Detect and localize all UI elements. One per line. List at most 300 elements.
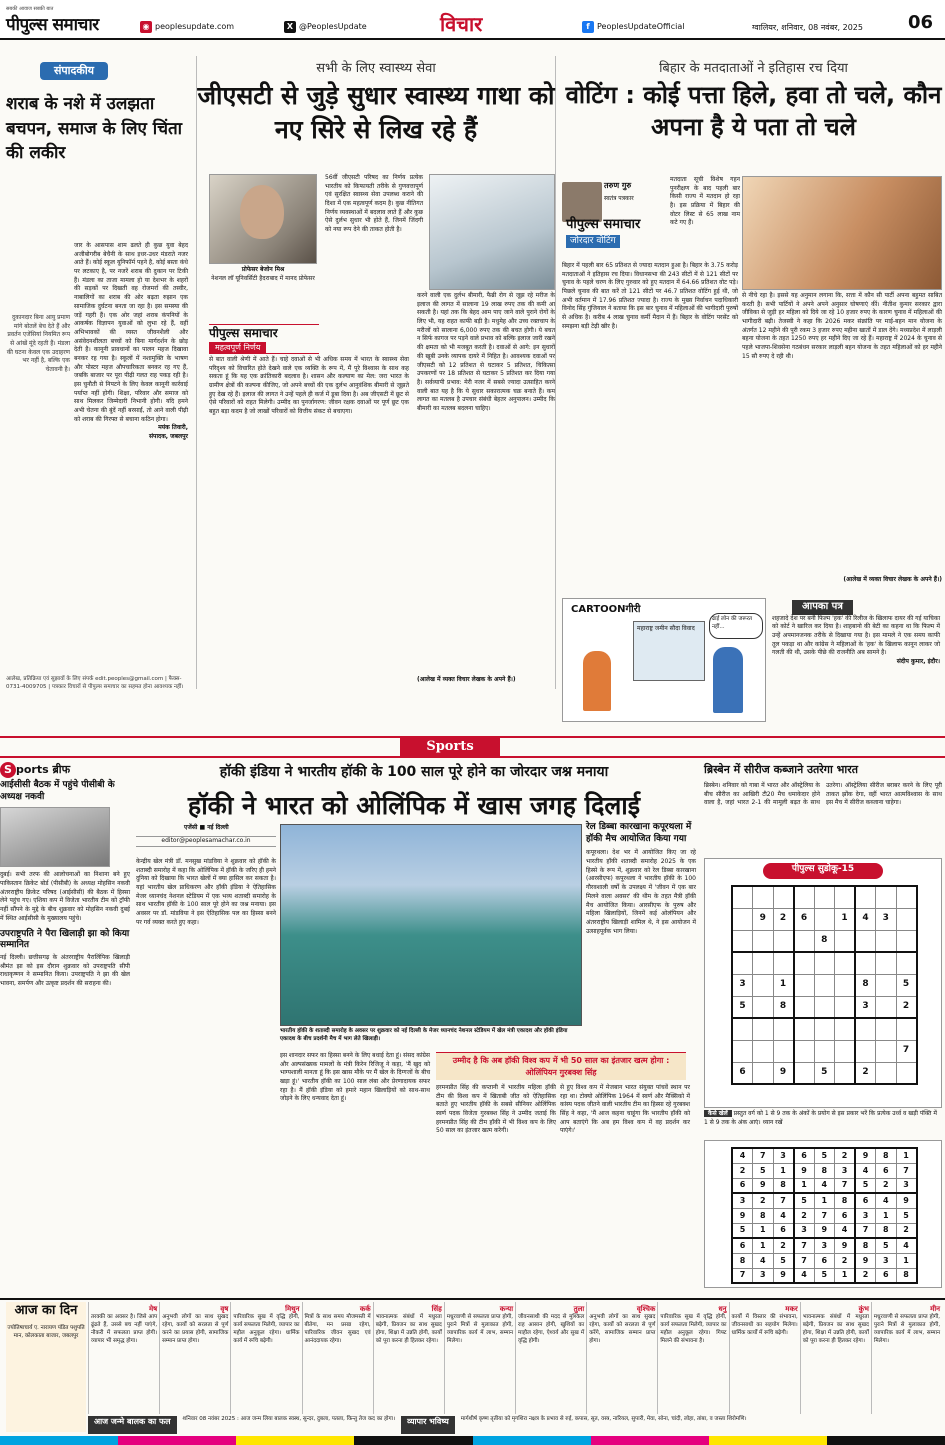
answer-cell: 9: [896, 1193, 917, 1208]
sudoku-cell[interactable]: [835, 974, 856, 996]
sudoku-puzzle: [704, 858, 942, 1108]
hockey-kicker: हॉकी इंडिया ने भारतीय हॉकी के 100 साल पूरे होने का जोरदार जश्न मनाया: [219, 764, 609, 780]
sudoku-cell[interactable]: [794, 886, 815, 908]
bihar-author: तरुण गुरु: [604, 181, 632, 190]
answer-cell: 5: [814, 1268, 835, 1283]
answer-cell: 8: [732, 1253, 753, 1268]
brief-headline-2[interactable]: उपराष्ट्रपति ने पैरा खिलाड़ी झा को किया सम्मानित: [0, 928, 130, 951]
health-column-2: से बात वाली श्रेणी में आते हैं। चाहे दवाओं से भी अधिक समय में भारत के स्वास्थ्य सेवा परिदृश्य को विचारित होते देखने वाले एक व्यक्ति के रूप में, मैं पूरे विश्वास के साथ कह सकता हूं कि यह एक क्रांतिकारी बदलाव है। शासन और कल्याण का मेल: जरा भारत के ग्रामीण क्षेत्रों की कल्पना कीजिए, जो अपने बच्चों की एक दुर्लभ आनुवंशिक बीमारी से जूझते हुए देख रहे हैं। इलाज की लागत ने उन्हें पहले ही कर्ज में डूबा दिया है। अब जीएसटी में छूट से ऐसे परिवारों को राहत मिलेगी। उम्मीद का पुनर्जागरण: जीवन रक्षक दवाओं पर पूर्ण छूट एक बहुत बड़ा कदम है जो लाखों परिवारों को वित्तीय संकट से बचाएगा।: [209, 356, 409, 416]
answer-cell: 6: [876, 1268, 897, 1283]
editorial-author: मयंक तिवारी,: [158, 424, 188, 432]
hockey-email[interactable]: editor@peoplesamachar.co.in: [136, 836, 276, 847]
sudoku-cell[interactable]: 1: [835, 908, 856, 930]
zodiac-sign: [159, 1302, 230, 1414]
bihar-intro: मतदाता सूची विशेष गहन पुनरीक्षण के बाद पहली बार किसी राज्य में मतदान हो रहा है। इस प्रक्रिया में बिहार की वोटर लिस्ट से 65 लाख नाम कटे गए हैं।: [670, 176, 740, 227]
sudoku-cell[interactable]: [753, 930, 774, 952]
sudoku-answer-grid: [731, 1147, 918, 1284]
sudoku-cell[interactable]: [753, 886, 774, 908]
answer-cell: 4: [732, 1148, 753, 1163]
answer-cell: 5: [794, 1193, 815, 1208]
zodiac-sign-text: मित्रों के साथ समय मौजमस्ती में बीतेगा, मन प्रसन्न रहेगा, पारिवारिक जीवन सुखद एवं आनंददायक रहेगा।: [304, 1314, 371, 1345]
brisbane-headline[interactable]: ब्रिस्बेन में सीरीज कब्जाने उतरेगा भारत: [704, 763, 859, 776]
brief-text-1: दुबई। सभी तरफ की आलोचनाओं का निशाना बने हुए पाकिस्तान क्रिकेट बोर्ड (पीसीबी) के अध्यक्ष मोहसिन नकवी अंतरराष्ट्रीय क्रिकेट परिषद (आईसीसी) की बैठक में हिस्सा लेने पहुंच गए। एशिया कप में विजेता भारतीय टीम को ट्रॉफी नहीं सौंपने के मुद्दे के बीच शुक्रवार को मोहसिन नकवी दुबई में स्थित आईसीसी के मुख्यालय पहुंचे।: [0, 871, 130, 922]
answer-cell: 6: [876, 1163, 897, 1178]
sudoku-cell[interactable]: [732, 886, 753, 908]
page-number: 06: [907, 12, 933, 33]
sudoku-cell[interactable]: [732, 908, 753, 930]
birth-forecast-text: शनिवार 08 नवंबर 2025 : आज जन्म लिया बालक स्वस्थ, सुन्दर, दुबला, पतला, किन्तु तेज कद का होगा।: [182, 1416, 396, 1422]
sudoku-cell[interactable]: 8: [773, 996, 794, 1018]
zodiac-sign: [515, 1302, 586, 1414]
sudoku-cell[interactable]: 1: [773, 974, 794, 996]
answer-cell: 7: [794, 1238, 815, 1253]
zodiac-sign-name: वृष: [220, 1305, 229, 1313]
sudoku-cell[interactable]: [732, 1040, 753, 1062]
cartoon-title: CARTOONगीरी: [571, 604, 641, 615]
sudoku-cell[interactable]: [814, 1040, 835, 1062]
zodiac-sign: [586, 1302, 657, 1414]
brisbane-story: [704, 762, 942, 854]
birth-forecast-label: आज जन्मे बालक का फल: [88, 1416, 177, 1434]
sudoku-cell[interactable]: 2: [855, 1062, 876, 1084]
answer-cell: 2: [753, 1193, 774, 1208]
twitter-text: @PeoplesUpdate: [299, 22, 367, 32]
facebook-icon: f: [582, 21, 594, 33]
answer-cell: 6: [814, 1253, 835, 1268]
sudoku-cell[interactable]: [814, 974, 835, 996]
zodiac-sign-text: अनुभवी लोगों का साथ सुखद रहेगा, कार्यों को सरलता से पूर्ण करेंगे, सामाजिक सम्मान प्राप्त होगा।: [589, 1314, 656, 1345]
sudoku-cell[interactable]: [835, 952, 856, 974]
sudoku-cell[interactable]: 5: [896, 974, 917, 996]
sudoku-cell[interactable]: [753, 952, 774, 974]
zodiac-sign-text: भावनात्मक संबंधों में मधुरता बढ़ेगी, प्रियजन का साथ सुखद होगा, शिक्षा में उन्नति होगी, कार्यों को पूरा करना ही हितकर रहेगा।: [802, 1314, 869, 1345]
sudoku-cell[interactable]: [896, 952, 917, 974]
answer-cell: 1: [896, 1253, 917, 1268]
sudoku-cell[interactable]: [794, 1040, 815, 1062]
answer-cell: 8: [896, 1268, 917, 1283]
answer-cell: 4: [896, 1238, 917, 1253]
answer-cell: 5: [896, 1208, 917, 1223]
sudoku-cell[interactable]: 7: [896, 1040, 917, 1062]
sudoku-cell[interactable]: 9: [753, 908, 774, 930]
answer-cell: 9: [855, 1148, 876, 1163]
brief-text-2: नई दिल्ली। छत्तीसगढ़ के अंतरराष्ट्रीय पैरालिंपिक खिलाड़ी श्रीमंत झा को इस दौरान शुक्रवार को उपराष्ट्रपति सीपी राधाकृष्णन ने सम्मानित किया। उपराष्ट्रपति ने झा की खेल भावना, समर्पण और उत्कृष्ट प्रदर्शन की सराहना की।: [0, 953, 130, 987]
hockey-column-1: केन्द्रीय खेल मंत्री डॉ. मनसुख मांडविया ने शुक्रवार को हॉकी के शताब्दी समारोह में कहा कि ओलिंपिक में हॉकी के जरिए ही हमने दुनिया को दिखाया कि भारत खेलों में क्या हासिल कर सकता है। यहां भारतीय खेल प्राधिकरण और हॉकी इंडिया ने ऐतिहासिक मेजर ध्यानचंद नेशनल स्टेडियम में एक भव्य शताब्दी समारोह के साथ भारतीय हॉकी के 100 साल पूरे होने का जश्न मनाया। इस अवसर पर डॉ. मांडविया ने इस ऐतिहासिक पल का हिस्सा बनने पर गर्व व्यक्त करते हुए कहा।: [136, 858, 276, 926]
letters-author: संदीप कुमार, इंदौर।: [896, 657, 940, 665]
sudoku-cell[interactable]: [896, 930, 917, 952]
zodiac-sign-text: पारिवारिक सुख में वृद्धि होगी, कार्य सफलता मिलेगी, व्यापार का महौल अनुकूल रहेगा। गिफ्ट मिलने की संभावना है।: [660, 1314, 727, 1345]
zodiac-sign-name: धनु: [718, 1305, 727, 1313]
editorial-column: [0, 56, 190, 689]
answer-cell: 3: [732, 1193, 753, 1208]
sudoku-cell[interactable]: [773, 1040, 794, 1062]
answer-cell: 7: [835, 1178, 856, 1193]
sports-brief: [0, 762, 130, 1292]
answer-cell: 5: [855, 1178, 876, 1193]
answer-cell: 9: [814, 1223, 835, 1238]
answer-cell: 6: [855, 1193, 876, 1208]
answer-cell: 9: [855, 1253, 876, 1268]
zodiac-sign-name: कुंभ: [858, 1305, 869, 1313]
twitter-link[interactable]: [284, 21, 367, 33]
sudoku-cell[interactable]: [753, 1062, 774, 1084]
health-brand-name: पीपुल्स समाचार: [209, 326, 278, 340]
sudoku-cell[interactable]: 6: [732, 1062, 753, 1084]
sudoku-cell[interactable]: [794, 952, 815, 974]
hockey-byline: एजेंसी ■ नई दिल्ली: [184, 824, 229, 831]
sudoku-cell[interactable]: [876, 1040, 897, 1062]
zodiac-sign: [230, 1302, 301, 1414]
sudoku-cell[interactable]: [896, 1018, 917, 1040]
zodiac-sign-name: तुला: [573, 1305, 585, 1313]
health-author-role: नेशनल लॉ यूनिवर्सिटी हैदराबाद में मानद प्रोफेसर: [211, 274, 315, 282]
zodiac-sign-text: पारिवारिक सुख में वृद्धि होगी, कार्य सफलता मिलेगी, व्यापार का महौल अनुकूल रहेगा। धार्मिक कार्य में रूचि बढ़ेगी।: [233, 1314, 300, 1345]
bihar-kicker: बिहार के मतदाताओं ने इतिहास रच दिया: [659, 61, 848, 76]
answer-cell: 4: [876, 1193, 897, 1208]
answer-cell: 8: [773, 1178, 794, 1193]
answer-cell: 3: [753, 1268, 774, 1283]
sudoku-instructions-label: कैसे खेलें: [704, 1110, 732, 1117]
sudoku-cell[interactable]: [835, 930, 856, 952]
doctor-patient-photo: [429, 174, 555, 290]
letters-title: आपका पत्र: [792, 600, 853, 615]
sudoku-cell[interactable]: [753, 1018, 774, 1040]
sudoku-cell[interactable]: [794, 974, 815, 996]
brief-s-badge: S: [0, 762, 16, 778]
answer-cell: 3: [876, 1253, 897, 1268]
brisbane-text: ब्रिस्बेन। शनिवार को गाबा में भारत और ऑस्ट्रेलिया के बीच सीरीज का आखिरी टी20 मैच धमाकेदार होने वाला है, जहां भारत 2-1 की मामूली बढ़त के साथ उतरेगा। ऑस्ट्रेलिया सीरीज बराबर करने के लिए पूरी ताकत झोंक देगा, वहीं भारत आत्मविश्वास के साथ इस मैच में सीरीज कब्जाना चाहेगा।: [704, 781, 942, 807]
answer-cell: 5: [732, 1223, 753, 1238]
answer-cell: 2: [794, 1208, 815, 1223]
zodiac-sign-name: सिंह: [431, 1305, 442, 1313]
answer-cell: 8: [835, 1193, 856, 1208]
sudoku-cell[interactable]: [896, 886, 917, 908]
zodiac-sign: [373, 1302, 444, 1414]
rail-text: कपूरथला। देश भर में आयोजित किए जा रहे भारतीय हॉकी शताब्दी समारोह 2025 के एक हिस्से के रूप में, शुक्रवार को रेल डिब्बा कारखाना (आरसीएफ) कपूरथला ने भारतीय हॉकी के 100 गौरवशाली वर्षों के उपलक्ष्य में 'जीवन में एक बार मिलने वाला अवसर' की थीम के तहत मैत्री हॉकी मैच आयोजित किया। आरसीएफ के पुरुष और महिला खिलाड़ियों, जिनमें कई ओलंपियन और अंतरराष्ट्रीय खिलाड़ी शामिल थे, ने इस आयोजन में उत्साहपूर्वक भाग लिया।: [586, 849, 696, 935]
answer-cell: 1: [753, 1238, 774, 1253]
answer-cell: 7: [814, 1208, 835, 1223]
sudoku-cell[interactable]: [835, 1018, 856, 1040]
answer-cell: 2: [732, 1163, 753, 1178]
answer-cell: 7: [773, 1193, 794, 1208]
editorial-author-role: संपादक, जबलपुर: [149, 433, 188, 441]
zodiac-sign-name: कन्या: [499, 1305, 514, 1313]
bihar-disclaimer: (आलेख में व्यक्त विचार लेखक के अपने हैं।): [843, 576, 942, 583]
answer-cell: 4: [855, 1163, 876, 1178]
hockey-column-2: इस शानदार सफर का हिस्सा बनने के लिए बधाई देता हूं। संसद कांग्रेस और अल्पसंख्यक मामलों के मंत्री किरेन रिजिजू ने कहा, 'मैं खुद को भाग्यशाली मानता हूं कि इस खास मौके पर मैं खेल के दिग्गजों के बीच खड़ा हूं।' भारतीय हॉकी का 100 साल लंबा और प्रेरणादायक सफर रहा है। मैं हॉकी इंडिया को हमारे महान खिलाड़ियों को साथ-साथ जोड़ने के लिए धन्यवाद देता हूं।: [280, 1052, 430, 1103]
answer-cell: 9: [794, 1163, 815, 1178]
health-headline[interactable]: जीएसटी से जुड़े सुधार स्वास्थ्य गाथा को नए सिरे से लिख रहे हैं: [197, 80, 555, 144]
horoscope-footer: [88, 1416, 942, 1434]
health-brand-tag: महत्वपूर्ण निर्णय: [209, 342, 266, 354]
sudoku-cell[interactable]: [855, 952, 876, 974]
answer-cell: 8: [855, 1238, 876, 1253]
answer-cell: 4: [773, 1208, 794, 1223]
sudoku-cell[interactable]: [794, 996, 815, 1018]
sudoku-cell[interactable]: [773, 930, 794, 952]
sudoku-cell[interactable]: [876, 1018, 897, 1040]
answer-cell: 1: [896, 1148, 917, 1163]
sudoku-cell[interactable]: [794, 1018, 815, 1040]
answer-cell: 5: [876, 1238, 897, 1253]
answer-cell: 6: [732, 1238, 753, 1253]
bihar-headline[interactable]: वोटिंग : कोई पत्ता हिले, हवा तो चले, कौन अपना है ये पता तो चले: [565, 80, 942, 142]
zodiac-sign: [871, 1302, 942, 1414]
logo-name: पीपुल्स समाचार: [6, 15, 99, 36]
sudoku-cell[interactable]: 8: [855, 974, 876, 996]
business-forecast-label: व्यापार भविष्य: [401, 1416, 455, 1434]
answer-cell: 9: [773, 1268, 794, 1283]
answer-cell: 8: [876, 1148, 897, 1163]
sudoku-cell[interactable]: [896, 908, 917, 930]
health-column-3: करने वाली एक दुर्लभ बीमारी, फैब्री रोग से जूझ रहे मरीज के इलाज की लागत में सालाना 19 लाख रुपए तक की कमी आ सकती है। यहां तक कि बेहद आम पाए जाने वाले पुराने रोगों के लिए भी, यह राहत काफी बड़ी है। मधुमेह और उच्च रक्तचाप के मरीजों को सालाना 6,000 रुपए तक की बचत होगी। ये बचत न सिर्फ कागज पर पड़ने वाले प्रभाव को बल्कि इलाज जारी रखने की क्षमता को भी मजबूत करती है। दवाओं से आगे: इन सुधारों की खूबी उनके व्यापक दायरे में निहित है। आवश्यक दवाओं पर जीएसटी को 12 प्रतिशत से घटाकर 5 प्रतिशत, चिकित्सा उपकरणों पर 18 प्रतिशत से घटाकर 5 प्रतिशत कर दिया गया है। सर्वव्यापी प्रभाव: मेरी नजर में सबसे ज्यादा उत्साहित करने वाली बात यह है कि ये सुधार सकारात्मक चक्र बनाते हैं। कम लागत का मतलब है उपचार संबंधी बेहतर अनुपालन। उम्मीद कि बीमारी का मतलब बदलना चाहिए।: [417, 292, 556, 412]
answer-cell: 1: [835, 1268, 856, 1283]
horoscope-astrologer: ज्योतिषाचार्य ए. नारायण पंडित पशुपति मान, कोलकाता बाजार, जबलपुर: [7, 1324, 85, 1339]
zodiac-sign: [729, 1302, 800, 1414]
sports-label: Sports: [400, 738, 500, 756]
zodiac-sign-text: मधुरवाणी से सफलता प्राप्त होगी, पुराने मित्रों से मुलाकात होगी, व्यापारिक कार्य में लाभ, सम्मान मिलेगा।: [446, 1314, 514, 1345]
sudoku-cell[interactable]: [855, 886, 876, 908]
sudoku-cell[interactable]: [835, 996, 856, 1018]
sudoku-cell[interactable]: [855, 1040, 876, 1062]
answer-cell: 7: [732, 1268, 753, 1283]
answer-cell: 1: [876, 1208, 897, 1223]
health-kicker: सभी के लिए स्वास्थ्य सेवा: [316, 61, 436, 76]
horoscope-title: आज का दिन: [14, 1303, 78, 1318]
answer-cell: 3: [896, 1178, 917, 1193]
answer-cell: 6: [732, 1178, 753, 1193]
answer-cell: 1: [814, 1193, 835, 1208]
editorial-headline[interactable]: शराब के नशे में उलझता बचपन, समाज के लिए चिंता की लकीर: [6, 94, 183, 164]
answer-cell: 6: [794, 1148, 815, 1163]
sudoku-grid[interactable]: [731, 885, 918, 1085]
zodiac-sign-name: वृश्चिक: [636, 1305, 656, 1313]
hockey-column-3: हरमनप्रीत सिंह की कप्तानी में भारतीय महिला हॉकी टीम की विश्व कप में खिताबी जीत को ऐतिहासिक बताते हुए भारतीय हॉकी के सबसे सीनियर ओलिंपिक स्वर्ण पदक विजेता गुरबक्श सिंह ने उम्मीद जताई कि हरमनप्रीत सिंह की टीम हॉकी में भी विश्व कप के लिए 50 साल का इंतजार खत्म करेगी।: [436, 1084, 556, 1135]
sudoku-cell[interactable]: [855, 930, 876, 952]
hockey-headline[interactable]: हॉकी ने भारत को ओलिंपिक में खास जगह दिलाई: [187, 791, 641, 821]
edition-date: ग्वालियर, शनिवार, 08 नवंबर, 2025: [752, 23, 863, 32]
sudoku-cell[interactable]: [835, 1040, 856, 1062]
zodiac-sign-name: मकर: [785, 1305, 798, 1313]
zodiac-sign-text: जीवनसाथी की मदद से मुश्किल राह आसान होगी, खुशियों का माहौल रहेगा, ऐश्वर्य और सुख में वृद्धि होगी।: [518, 1314, 585, 1345]
sudoku-cell[interactable]: [814, 908, 835, 930]
health-article: [196, 56, 556, 689]
author-face: [240, 185, 284, 239]
answer-cell: 7: [794, 1253, 815, 1268]
hockey-match-photo: [280, 824, 582, 1026]
editorial-pullquote: दुकानदार बिना आयु प्रमाण मांगे बोतलें बेच देते हैं और प्रवर्तन एजेंसियां नियमित रूप से आंखें मूंदे रहती हैं। मंडला की घटना केवल एक उदाहरण भर नहीं है, बल्कि एक चेतावनी है।: [6, 314, 70, 374]
health-brand-box: [209, 324, 319, 354]
answer-cell: 3: [855, 1208, 876, 1223]
answer-cell: 3: [773, 1148, 794, 1163]
cartoon-board: महाराष्ट्र जमीन सौदा विवाद: [633, 621, 705, 681]
answer-cell: 9: [753, 1178, 774, 1193]
sudoku-cell[interactable]: [876, 952, 897, 974]
sudoku-cell[interactable]: 5: [814, 1062, 835, 1084]
voters-photo: [742, 176, 942, 290]
sudoku-cell[interactable]: 2: [773, 908, 794, 930]
sudoku-cell[interactable]: [753, 1040, 774, 1062]
answer-cell: 3: [835, 1163, 856, 1178]
zodiac-sign-text: भावनात्मक संबंधों में मधुरता बढ़ेगी, प्रियजन का साथ सुखद होगा, शिक्षा में उन्नति होगी, कार्यों को पूरा करना ही हितकर रहेगा।: [375, 1314, 442, 1345]
health-column-1: 56वीं जीएसटी परिषद का निर्णय प्रत्येक भारतीय को किफायती तरीके से गुणवत्तापूर्ण एवं सुरक्षित स्वास्थ्य सेवा उपलब्ध कराने की दिशा में एक महत्वपूर्ण कदम है। कुछ नीतिगत निर्णय व्यवस्थाओं में बदलाव लाते हैं और कुछ ऐसे दुर्लभ सुधार भी होते हैं, जिनमें जिंदगी को नया रूप देने की ताकत होती है।: [325, 174, 423, 234]
answer-cell: 4: [835, 1223, 856, 1238]
sudoku-cell[interactable]: 9: [773, 1062, 794, 1084]
brief-headline-1[interactable]: आईसीसी बैठक में पहुंचे पीसीबी के अध्यक्ष नकवी: [0, 780, 115, 802]
brief-title: [0, 762, 130, 778]
answer-cell: 2: [773, 1238, 794, 1253]
horoscope-header: [6, 1302, 86, 1432]
rail-headline[interactable]: रेल डिब्बा कारखाना कपूरथला में हॉकी मैच आयोजित किया गया: [586, 822, 692, 844]
sudoku-cell[interactable]: [773, 952, 794, 974]
website-link[interactable]: [140, 21, 234, 33]
health-byline: [207, 266, 319, 283]
sudoku-cell[interactable]: [896, 1062, 917, 1084]
answer-cell: 4: [794, 1268, 815, 1283]
sudoku-cell[interactable]: 5: [732, 996, 753, 1018]
health-author: प्रोफेसर बेजोन मिश्र: [241, 266, 285, 273]
answer-cell: 4: [753, 1253, 774, 1268]
zodiac-sign-name: मिथुन: [285, 1305, 300, 1313]
sudoku-cell[interactable]: [835, 886, 856, 908]
answer-cell: 9: [732, 1208, 753, 1223]
answer-cell: 2: [876, 1178, 897, 1193]
brief-photo: [0, 807, 110, 867]
sudoku-cell[interactable]: [814, 1018, 835, 1040]
print-color-bar: [0, 1436, 945, 1445]
facebook-text: PeoplesUpdateOfficial: [597, 22, 685, 32]
bihar-author-role: स्वतंत्र पत्रकार: [604, 194, 634, 202]
business-forecast-text: मार्गशीर्ष कृष्ण तृतीया को मृगशिरा नक्षत्र के प्रभाव से रुई, कपास, सूत, वस्त्र, नारियल, सुपारी, मेवा, सोना, चांदी, लोहा, तांबा, व जस्ता शिरोमणि।: [460, 1416, 747, 1422]
hockey-subheadline: उम्मीद है कि अब हॉकी विश्व कप में भी 50 साल का इंतजार खत्म होगा : ओलिंपियन गुरबक्श सिंह: [436, 1052, 686, 1080]
zodiac-sign-name: मेष: [148, 1305, 158, 1313]
sudoku-cell[interactable]: [876, 930, 897, 952]
sudoku-cell[interactable]: [814, 886, 835, 908]
sudoku-cell[interactable]: [855, 1018, 876, 1040]
answer-cell: 2: [835, 1148, 856, 1163]
editorial-body: [74, 242, 188, 442]
globe-icon: ◉: [140, 21, 152, 33]
answer-cell: 9: [835, 1238, 856, 1253]
answer-cell: 4: [814, 1178, 835, 1193]
answer-cell: 8: [814, 1163, 835, 1178]
letters-box: [772, 600, 940, 722]
answer-cell: 3: [814, 1238, 835, 1253]
sudoku-cell[interactable]: [753, 996, 774, 1018]
sports-band: [0, 736, 945, 758]
editorial-label: संपादकीय: [40, 62, 108, 80]
bihar-column-2: से नीचे रहा है। इससे यह अनुमान लगाना कि, सत्ता में कौन सी पार्टी अपना बहुमत साबित करती है। सभी पार्टियों ने अपने अपने अनुसार घोषणाएं कीं। नीतीश कुमार सरकार द्वारा जीविका से जुड़ी हर महिला को दिये जा रहे 10 हजार रुपए के कारण चुनाव में महिलाओं की भागीदारी बढ़ी। तेजस्वी ने कहा कि 2026 मकर संक्रांति पर माई-बहन मान योजना के अंतर्गत 12 महीने की पूरी रकम 3 हजार रुपए महीना खातों में डाल देंगे। मध्यप्रदेश में लाड़ली बहना योजना के तहत 1250 रुपए हर महीने दिए जा रहे हैं। महाराष्ट्र में 2024 के चुनाव से पहले भाजपा-शिवसेना गठबंधन सरकार लाड़ली बहन योजना के तहत महिलाओं को हर महीने 15 सौ रुपए दे रही थी।: [742, 292, 942, 360]
answer-cell: 2: [896, 1223, 917, 1238]
answer-cell: 3: [794, 1223, 815, 1238]
zodiac-signs: [88, 1302, 942, 1414]
answer-cell: 5: [814, 1148, 835, 1163]
answer-cell: 8: [876, 1223, 897, 1238]
sudoku-cell[interactable]: [876, 996, 897, 1018]
answer-cell: 5: [753, 1163, 774, 1178]
answer-cell: 1: [753, 1223, 774, 1238]
zodiac-sign-text: मधुरवाणी से सफलता प्राप्त होगी, पुराने मित्रों से मुलाकात होगी, व्यापारिक कार्य में लाभ, सम्मान मिलेगा।: [873, 1314, 941, 1345]
sudoku-cell[interactable]: [876, 974, 897, 996]
sudoku-cell[interactable]: 3: [876, 908, 897, 930]
zodiac-sign-name: मीन: [930, 1305, 941, 1313]
website-text: peoplesupdate.com: [155, 22, 235, 32]
sudoku-cell[interactable]: [773, 1018, 794, 1040]
sudoku-cell[interactable]: [732, 930, 753, 952]
zodiac-sign: [800, 1302, 871, 1414]
sudoku-cell[interactable]: [876, 886, 897, 908]
answer-cell: 6: [835, 1208, 856, 1223]
sudoku-cell[interactable]: [753, 974, 774, 996]
sudoku-answer: [704, 1140, 942, 1288]
answer-cell: 7: [855, 1223, 876, 1238]
editorial-text: जार के आसपास शाम ढलते ही कुछ युवा बेहद अजीबोगरीब बेचैनी के साथ इधर-उधर मंडराते नजर आते हैं। कोई स्कूल यूनिफॉर्म पहने है, कोई बस्ता कंधे पर लटकाए है, पर नजरें शराब की दुकान पर टिकी हैं। मंडला का ताजा मामला हो या देशभर के शहरों की सड़कों पर दिखती वह रोजमर्रा की तस्वीर, नाबालिगों का शराब की ओर बढ़ता रुझान एक सामाजिक दुर्घटना बनता जा रहा है। इस समस्या की जड़ें गहरी हैं। एक ओर जहां शराब कंपनियों के आकर्षक विज्ञापन युवाओं को लुभा रहे हैं, वहीं अभिभावकों की व्यस्त जीवनशैली और असंवेदनशीलता बच्चों को बिना मार्गदर्शन के छोड़ देती है। कानूनी प्रावधानों का पालन महज दिखावा बनकर रह गया है। स्कूलों में नशामुक्ति के भाषण और पोस्टर महज औपचारिकता बनकर रह गए हैं, जबकि बाजार पर पूरा पीढ़ी गलत राह पकड़ रही है। इस चुनौती से निपटने के लिए केवल कानूनी कार्रवाई पर्याप्त नहीं होगी। शिक्षा, परिवार और समाज को साथ मिलकर जिम्मेदारी निभानी होगी। यदि हमने अभी चेतना की बुंदें नहीं बरसाईं, तो आने वाली पीढ़ी को शराब की गिरफ्त से बचाना कठिन होगा।: [74, 242, 188, 423]
sudoku-cell[interactable]: [794, 1062, 815, 1084]
answer-cell: 6: [773, 1223, 794, 1238]
logo[interactable]: [6, 6, 132, 34]
x-icon: X: [284, 21, 296, 33]
cartoon-figure-left: [583, 651, 611, 711]
editorial-footer: आलेख, प्रतिक्रिया एवं सुझावों के लिए संपर्क edit.peoples@gmail.com | फैक्स- 0731-4009705 | पत्रकार विचारों से पीपुल्स समाचार का सहमत होना आवश्यक नहीं।: [6, 676, 184, 690]
sudoku-cell[interactable]: [876, 1062, 897, 1084]
sudoku-instructions-text: प्रस्तुत वर्ग को 1 से 9 तक के अंकों के प्रयोग से इस प्रकार भरें कि प्रत्येक उर्ध्व व खड़ी पंक्ति में 1 से 9 तक के अंक आएं। ध्यान रखें: [704, 1110, 937, 1126]
sudoku-cell[interactable]: [814, 952, 835, 974]
answer-cell: 8: [753, 1208, 774, 1223]
sudoku-cell[interactable]: 3: [732, 974, 753, 996]
bihar-column-1: बिहार में पहली बार 65 प्रतिशत से ज्यादा मतदान हुआ है। बिहार के 3.75 करोड़ मतदाताओं ने इतिहास रच दिया। विधानसभा की 243 सीटों में से 121 सीटों पर चुनाव के पहले चरण के लिए गुरुवार को हुए मतदान में 64.66 प्रतिशत वोट पड़े। पिछले चुनाव की बात करें तो 121 सीटों पर 46.7 प्रतिशत वोटिंग हुई थी, जो अभी वर्तमान में 17.96 प्रतिशत ज्यादा है। राज्य के मुख्य निर्वाचन पदाधिकारी विनोद सिंह गुंजियाल ने बताया कि इस बार चुनाव में महिलाओं की भागीदारी पुरुषों से अधिक है। करीब 4 लाख चुनाव कर्मी मैदान में हैं। बिहार के वोटिंग परसेंट को समझना बड़ी टेढ़ी खीर है।: [562, 262, 738, 330]
zodiac-sign: [88, 1302, 159, 1414]
sudoku-title: पीपुल्स सुडोकू-15: [763, 863, 883, 879]
bihar-brand-name: पीपुल्स समाचार: [566, 217, 641, 232]
sudoku-instructions: [704, 1110, 942, 1127]
brief-title-text: ports ब्रीफ: [16, 763, 71, 776]
answer-cell: 7: [896, 1163, 917, 1178]
section-title: विचार: [440, 12, 483, 36]
bihar-brand-tag: जोरदार वोटिंग: [566, 235, 620, 248]
masthead: [0, 0, 945, 40]
sudoku-cell[interactable]: [794, 930, 815, 952]
sudoku-cell[interactable]: 2: [896, 996, 917, 1018]
cartoon-figure-right: [713, 647, 743, 713]
letters-text: शहजादे देश पर बनी फिल्म 'हक' की रिलीज के खिलाफ दायर की गई याचिका को कोर्ट ने खारिज कर दिया है। शाहबानो की बेटी का कहना था कि फिल्म में उन्हें अपमानजनक तरीके से दिखाया गया है। इस मामले ने एक समय काफी तूल पकड़ा था और कांग्रेस ने महिलाओं के 'हक' के खिलाफ कानून लाकर जो गलती की थी, उसके पीछे की राजनीति अब सामने है।: [772, 614, 940, 657]
answer-cell: 7: [753, 1148, 774, 1163]
rail-story: [586, 822, 696, 936]
answer-cell: 5: [773, 1253, 794, 1268]
sudoku-cell[interactable]: [732, 952, 753, 974]
health-disclaimer: (आलेख में व्यक्त विचार लेखक के अपने हैं।): [417, 676, 516, 683]
zodiac-sign-name: कर्क: [359, 1305, 371, 1313]
zodiac-sign-text: अनुभवी लोगों का साथ सुखद रहेगा, कार्यों को सरलता से पूर्ण करने का प्रयास होगी, सामाजिक सम्मान प्राप्त होगा।: [162, 1314, 229, 1345]
sudoku-cell[interactable]: 4: [855, 908, 876, 930]
zodiac-sign: [302, 1302, 373, 1414]
sudoku-cell[interactable]: [835, 1062, 856, 1084]
hockey-column-4: से हुए विश्व कप में मेजबान भारत संयुक्त पांचवें स्थान पर रहा था। टोक्यो ओलिंपिक 1964 में स्वर्ण और मैक्सिको में कांस्य पदक जीतने वाली भारतीय टीम का हिस्सा रहे गुरबक्श सिंह ने कहा, 'मैं आज कहना चाहूंगा कि भारतीय हॉकी को आप बताएंगे कि अब हम विश्व कप में वह प्रदर्शन कर पाएंगे।': [560, 1084, 690, 1135]
sudoku-cell[interactable]: [773, 886, 794, 908]
sudoku-cell[interactable]: 6: [794, 908, 815, 930]
facebook-link[interactable]: [582, 21, 685, 33]
horoscope-section: [0, 1298, 945, 1433]
zodiac-sign: [657, 1302, 728, 1414]
sudoku-cell[interactable]: 3: [855, 996, 876, 1018]
sudoku-cell[interactable]: [814, 996, 835, 1018]
cartoon-panel: [562, 598, 766, 722]
cartoon-speech-bubble: ढाई लोन की जरूरत नहीं...: [709, 613, 763, 639]
answer-cell: 1: [794, 1178, 815, 1193]
sudoku-cell[interactable]: [732, 1018, 753, 1040]
sudoku-cell[interactable]: 8: [814, 930, 835, 952]
answer-cell: 2: [855, 1268, 876, 1283]
zodiac-sign: [444, 1302, 515, 1414]
